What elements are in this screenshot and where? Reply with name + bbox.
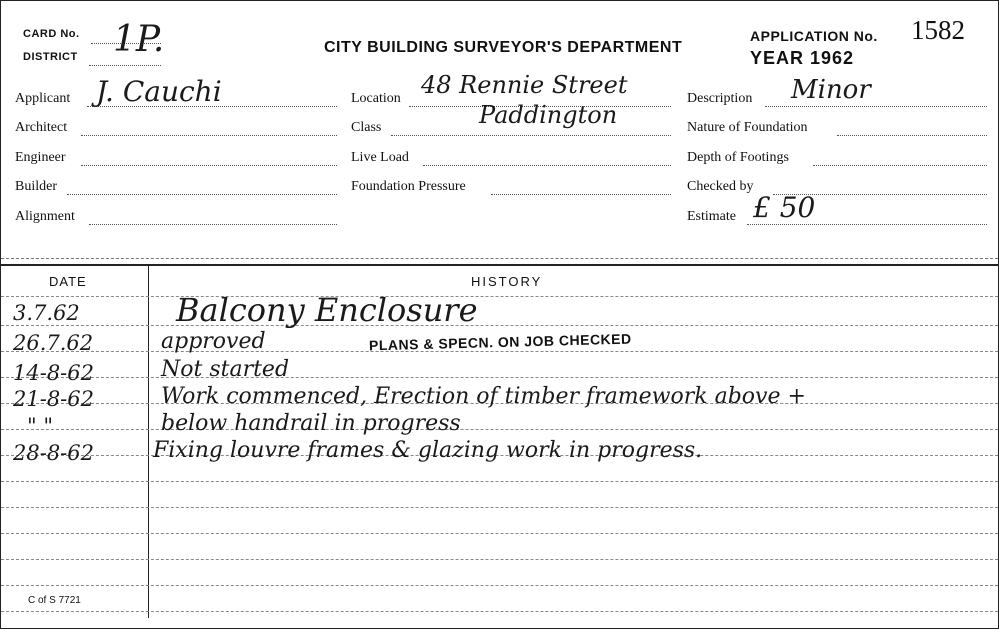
entry-date: 3.7.62 [13,301,80,325]
description-dots [765,106,987,107]
depth-footings-dots [813,165,987,166]
live-load-label: Live Load [351,150,409,165]
date-column-divider [148,266,149,618]
card-no-label: CARD No. [23,28,80,40]
ruled-line [1,533,998,534]
ruled-line [1,325,998,326]
class-label: Class [351,120,382,135]
history-header: HISTORY [471,274,543,289]
ruled-line [1,429,998,430]
alignment-dots [89,224,337,225]
entry-text: approved [161,329,266,354]
entry-date: 28-8-62 [13,441,94,465]
checked-by-label: Checked by [687,179,754,194]
nature-foundation-dots [837,135,987,136]
ruled-line [1,585,998,586]
department-title: CITY BUILDING SURVEYOR'S DEPARTMENT [324,39,683,56]
architect-dots [81,135,337,136]
architect-label: Architect [15,120,68,135]
section-divider-1 [1,258,998,259]
entry-text: Fixing louvre frames & glazing work in progress. [153,438,703,463]
ruled-line [1,377,998,378]
location-label: Location [351,91,401,106]
ruled-line [1,296,998,297]
ruled-line [1,611,998,612]
estimate-value: £ 50 [753,191,816,224]
location-value-street: 48 Rennie Street [421,71,628,99]
card-no-value: 1P. [113,19,165,60]
description-value: Minor [791,75,871,105]
section-divider-2 [1,264,998,266]
nature-foundation-label: Nature of Foundation [687,120,808,135]
description-label: Description [687,91,753,106]
builder-label: Builder [15,179,57,194]
engineer-dots [81,165,337,166]
entry-text: below handrail in progress [161,411,461,436]
district-label: DISTRICT [23,51,78,63]
ruled-line [1,507,998,508]
estimate-dots [747,224,987,225]
foundation-pressure-dots [491,194,671,195]
form-code: C of S 7721 [28,595,81,606]
depth-footings-label: Depth of Footings [687,150,789,165]
year-label: YEAR 1962 [750,48,855,68]
ruled-line [1,351,998,352]
application-number: 1582 [911,15,965,45]
application-label: APPLICATION No. [750,28,878,44]
entry-text: Balcony Enclosure [176,291,478,329]
entry-date: 14-8-62 [13,361,94,385]
location-value-suburb: Paddington [479,101,618,129]
entry-text: Work commenced, Erection of timber framework above + [161,384,806,409]
district-dots [89,65,161,66]
applicant-value: J. Cauchi [96,75,222,108]
entry-text: Not started [161,357,290,382]
ruled-line [1,559,998,560]
plans-checked-stamp: PLANS & SPECN. ON JOB CHECKED [368,330,632,354]
date-header: DATE [49,274,87,289]
entry-date: " " [27,414,53,438]
engineer-label: Engineer [15,150,66,165]
estimate-label: Estimate [687,209,736,224]
class-dots [391,135,671,136]
alignment-label: Alignment [15,209,75,224]
builder-dots [67,194,337,195]
entry-date: 26.7.62 [13,331,94,355]
entry-date: 21-8-62 [13,387,94,411]
live-load-dots [423,165,671,166]
applicant-label: Applicant [15,91,71,106]
foundation-pressure-label: Foundation Pressure [351,179,466,194]
ruled-line [1,481,998,482]
